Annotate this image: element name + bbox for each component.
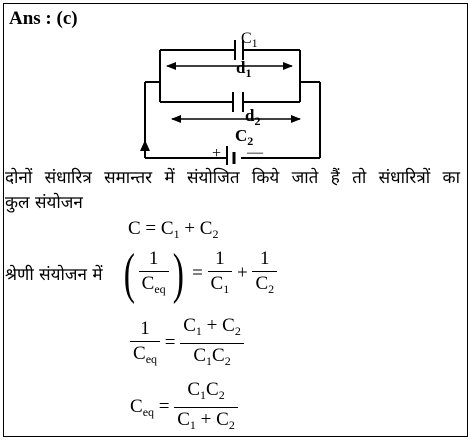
answer-label: Ans : (c) bbox=[9, 8, 78, 29]
explanation-line-2: कुल संयोजन bbox=[5, 193, 83, 213]
arrowhead-right bbox=[291, 115, 301, 123]
explanation-line-1: दोनों संधारित्र समान्तर में संयोजित किये जाते हैं तो संधारित्रों का bbox=[5, 168, 460, 188]
equivalent-capacitance-equation: $C_{eq}$ = $\frac{C_1C_2}{C_1 + C_2}$ bbox=[130, 378, 238, 437]
series-label: श्रेणी संयोजन में bbox=[5, 265, 103, 285]
d2-label: $d_2$ bbox=[245, 106, 261, 128]
series-equation: ( $\frac{1}{C_{eq}}$ ) = $\frac{1}{C_1}$ + $\frac{1}{C_2}$ bbox=[120, 246, 277, 302]
arrowhead-left bbox=[171, 115, 181, 123]
c1-label: $C_1$ bbox=[241, 30, 258, 50]
minus-terminal: — bbox=[247, 144, 263, 161]
current-arrowhead bbox=[140, 140, 150, 151]
arrowhead-right bbox=[283, 62, 293, 70]
arrowhead-left bbox=[166, 62, 176, 70]
c2-label: $C_2$ bbox=[235, 126, 254, 148]
reciprocal-equation: $\frac{1}{C_{eq}}$ = $\frac{C_1 + C_2}{C_1C_2}$ bbox=[130, 314, 244, 373]
plus-terminal: + bbox=[212, 145, 222, 162]
parallel-equation: $C = C_1 + C_2$ bbox=[128, 218, 219, 241]
d1-label: $d_1$ bbox=[236, 58, 252, 80]
